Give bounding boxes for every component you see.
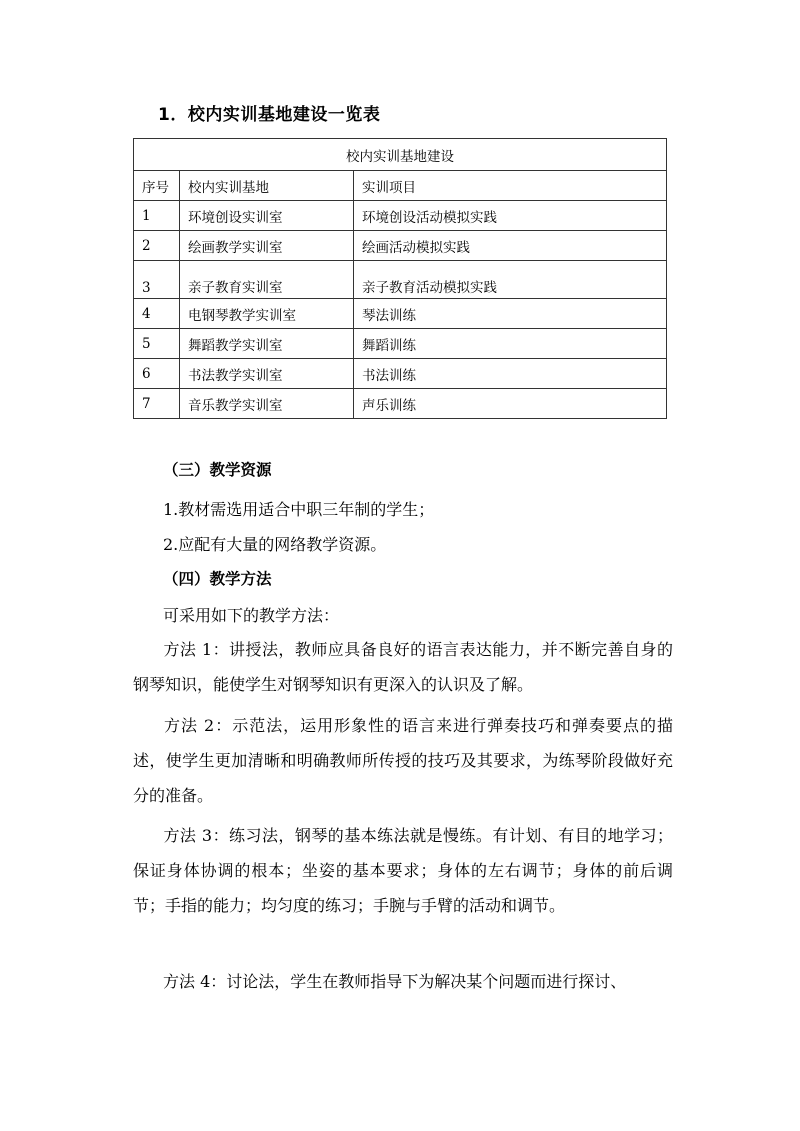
cell-project: 琴法训练	[354, 299, 667, 329]
cell-base: 亲子教育实训室	[180, 261, 354, 299]
table-row	[134, 231, 667, 261]
table-row	[134, 201, 667, 231]
cell-project: 舞蹈训练	[354, 329, 667, 359]
table-caption-row	[134, 139, 667, 171]
table-row	[134, 329, 667, 359]
cell-index: 5	[134, 329, 180, 359]
table-header-row	[134, 171, 667, 201]
training-base-table	[133, 138, 667, 419]
section-title-resources: （三）教学资源	[163, 461, 272, 479]
table-row	[134, 359, 667, 389]
cell-base: 音乐教学实训室	[180, 389, 354, 419]
cell-project: 声乐训练	[354, 389, 667, 419]
section-title-methods: （四）教学方法	[163, 570, 272, 588]
cell-base: 书法教学实训室	[180, 359, 354, 389]
cell-base: 电钢琴教学实训室	[180, 299, 354, 329]
cell-project: 绘画活动模拟实践	[354, 231, 667, 261]
resource-item: 2.应配有大量的网络教学资源。	[163, 535, 387, 554]
cell-base: 舞蹈教学实训室	[180, 329, 354, 359]
cell-index: 4	[134, 299, 180, 329]
cell-base: 绘画教学实训室	[180, 231, 354, 261]
method-paragraph	[133, 818, 673, 923]
method-paragraph	[133, 708, 673, 813]
resource-item: 1.教材需选用适合中职三年制的学生；	[163, 500, 435, 519]
table-row	[134, 299, 667, 329]
method-paragraph	[133, 632, 673, 702]
cell-index: 7	[134, 389, 180, 419]
header-base: 校内实训基地	[180, 171, 354, 201]
methods-intro: 可采用如下的教学方法：	[163, 606, 340, 625]
table-row	[134, 261, 667, 299]
method-text: 方法 4：讨论法，学生在教师指导下为解决某个问题而进行探讨、	[163, 972, 627, 991]
method-text: 方法 2：示范法，运用形象性的语言来进行弹奏技巧和弹奏要点的描述，使学生更加清晰和明确教师所传授的技巧及其要求，为练琴阶段做好充分的准备。	[133, 716, 673, 805]
cell-project: 亲子教育活动模拟实践	[354, 261, 667, 299]
method-text: 方法 1：讲授法，教师应具备良好的语言表达能力，并不断完善自身的钢琴知识，能使学生对钢琴知识有更深入的认识及了解。	[133, 640, 673, 694]
cell-project: 书法训练	[354, 359, 667, 389]
method-text: 方法 3：练习法，钢琴的基本练法就是慢练。有计划、有目的地学习；保证身体协调的根本；坐姿的基本要求；身体的左右调节；身体的前后调节；手指的能力；均匀度的练习；手腕与手臂的活动和调节。	[133, 826, 673, 915]
cell-index: 2	[134, 231, 180, 261]
table-row	[134, 389, 667, 419]
table-heading: 1．校内实训基地建设一览表	[158, 105, 381, 125]
method-paragraph	[133, 964, 673, 999]
cell-base: 环境创设实训室	[180, 201, 354, 231]
cell-index: 1	[134, 201, 180, 231]
cell-index: 6	[134, 359, 180, 389]
cell-project: 环境创设活动模拟实践	[354, 201, 667, 231]
cell-index: 3	[134, 261, 180, 299]
header-index: 序号	[134, 171, 180, 201]
table-caption: 校内实训基地建设	[134, 139, 667, 171]
header-project: 实训项目	[354, 171, 667, 201]
